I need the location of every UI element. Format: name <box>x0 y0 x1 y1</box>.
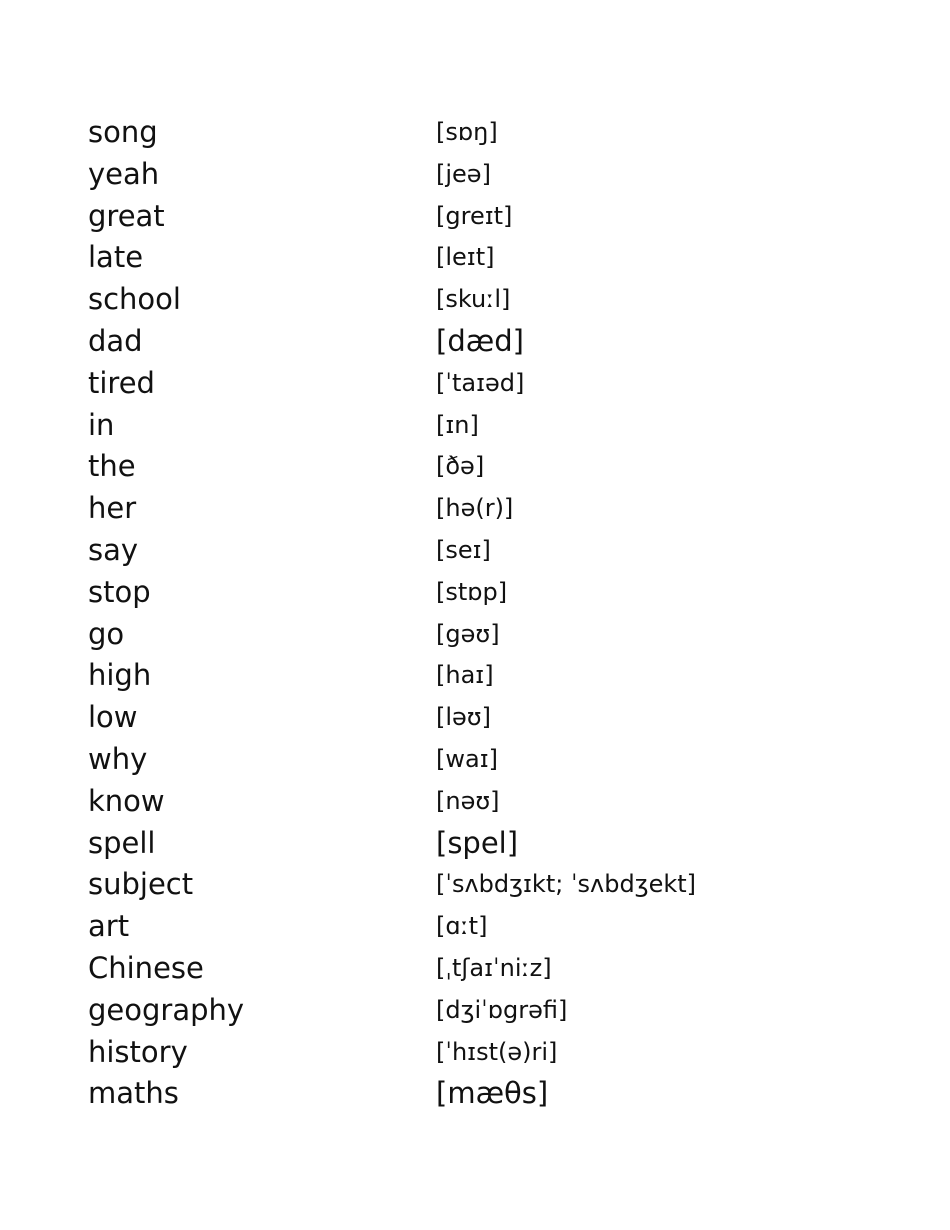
word: late <box>88 240 144 275</box>
word: maths <box>88 1076 179 1111</box>
pronunciation: [ˌtʃaɪˈniːz] <box>436 953 552 982</box>
vocab-row <box>88 739 868 781</box>
word: low <box>88 700 138 735</box>
vocab-row <box>88 363 868 405</box>
word: high <box>88 658 152 693</box>
pronunciation: [ˈhɪst(ə)ri] <box>436 1037 558 1066</box>
vocab-row <box>88 572 868 614</box>
vocab-row <box>88 321 868 363</box>
vocabulary-list <box>88 112 868 1115</box>
vocab-row <box>88 614 868 656</box>
word: say <box>88 532 139 567</box>
vocab-row <box>88 112 868 154</box>
pronunciation: [dʒiˈɒgrəfi] <box>436 995 568 1024</box>
word: go <box>88 616 125 651</box>
pronunciation: [leɪt] <box>436 243 495 272</box>
vocab-row <box>88 237 868 279</box>
word: geography <box>88 992 245 1027</box>
pronunciation: [waɪ] <box>436 744 498 773</box>
vocab-row <box>88 655 868 697</box>
pronunciation: [greɪt] <box>436 201 513 230</box>
vocab-row <box>88 864 868 906</box>
pronunciation: [gəʊ] <box>436 619 500 648</box>
vocab-row <box>88 948 868 990</box>
vocab-row <box>88 279 868 321</box>
vocab-row <box>88 196 868 238</box>
vocab-row <box>88 906 868 948</box>
pronunciation: [haɪ] <box>436 661 494 690</box>
pronunciation: [skuːl] <box>436 285 511 314</box>
word: yeah <box>88 156 160 191</box>
pronunciation: [jeə] <box>436 159 491 188</box>
pronunciation: [ɑːt] <box>436 912 488 941</box>
word: school <box>88 282 181 317</box>
pronunciation: [seɪ] <box>436 535 491 564</box>
word: song <box>88 115 158 149</box>
pronunciation: [nəʊ] <box>436 786 500 815</box>
pronunciation: [sɒŋ] <box>436 118 498 146</box>
word: tired <box>88 365 155 400</box>
vocab-row <box>88 1073 868 1115</box>
vocab-row <box>88 697 868 739</box>
vocab-row <box>88 990 868 1032</box>
vocab-row <box>88 488 868 530</box>
word: great <box>88 198 165 233</box>
vocab-row <box>88 405 868 447</box>
vocab-row <box>88 530 868 572</box>
vocab-row <box>88 1032 868 1074</box>
word: history <box>88 1034 188 1069</box>
word: Chinese <box>88 950 204 985</box>
word: know <box>88 783 165 818</box>
word: stop <box>88 574 151 609</box>
vocab-row <box>88 446 868 488</box>
pronunciation: [dæd] <box>436 323 524 358</box>
pronunciation: [hə(r)] <box>436 494 514 523</box>
pronunciation: [ˈtaɪəd] <box>436 368 525 397</box>
pronunciation: [spel] <box>436 825 519 860</box>
pronunciation: [ləʊ] <box>436 703 491 732</box>
pronunciation: [ɪn] <box>436 410 479 439</box>
pronunciation: [mæθs] <box>436 1076 549 1111</box>
word: the <box>88 449 136 484</box>
word: dad <box>88 323 143 358</box>
vocab-row <box>88 781 868 823</box>
pronunciation: [stɒp] <box>436 577 508 606</box>
word: art <box>88 909 130 944</box>
word: why <box>88 741 148 776</box>
word: subject <box>88 867 194 902</box>
word: her <box>88 491 137 526</box>
pronunciation: [ðə] <box>436 452 485 481</box>
pronunciation: [ˈsʌbdʒɪkt; ˈsʌbdʒekt] <box>436 870 697 899</box>
vocab-row <box>88 154 868 196</box>
word: spell <box>88 825 156 860</box>
vocab-row <box>88 823 868 865</box>
word: in <box>88 407 115 442</box>
